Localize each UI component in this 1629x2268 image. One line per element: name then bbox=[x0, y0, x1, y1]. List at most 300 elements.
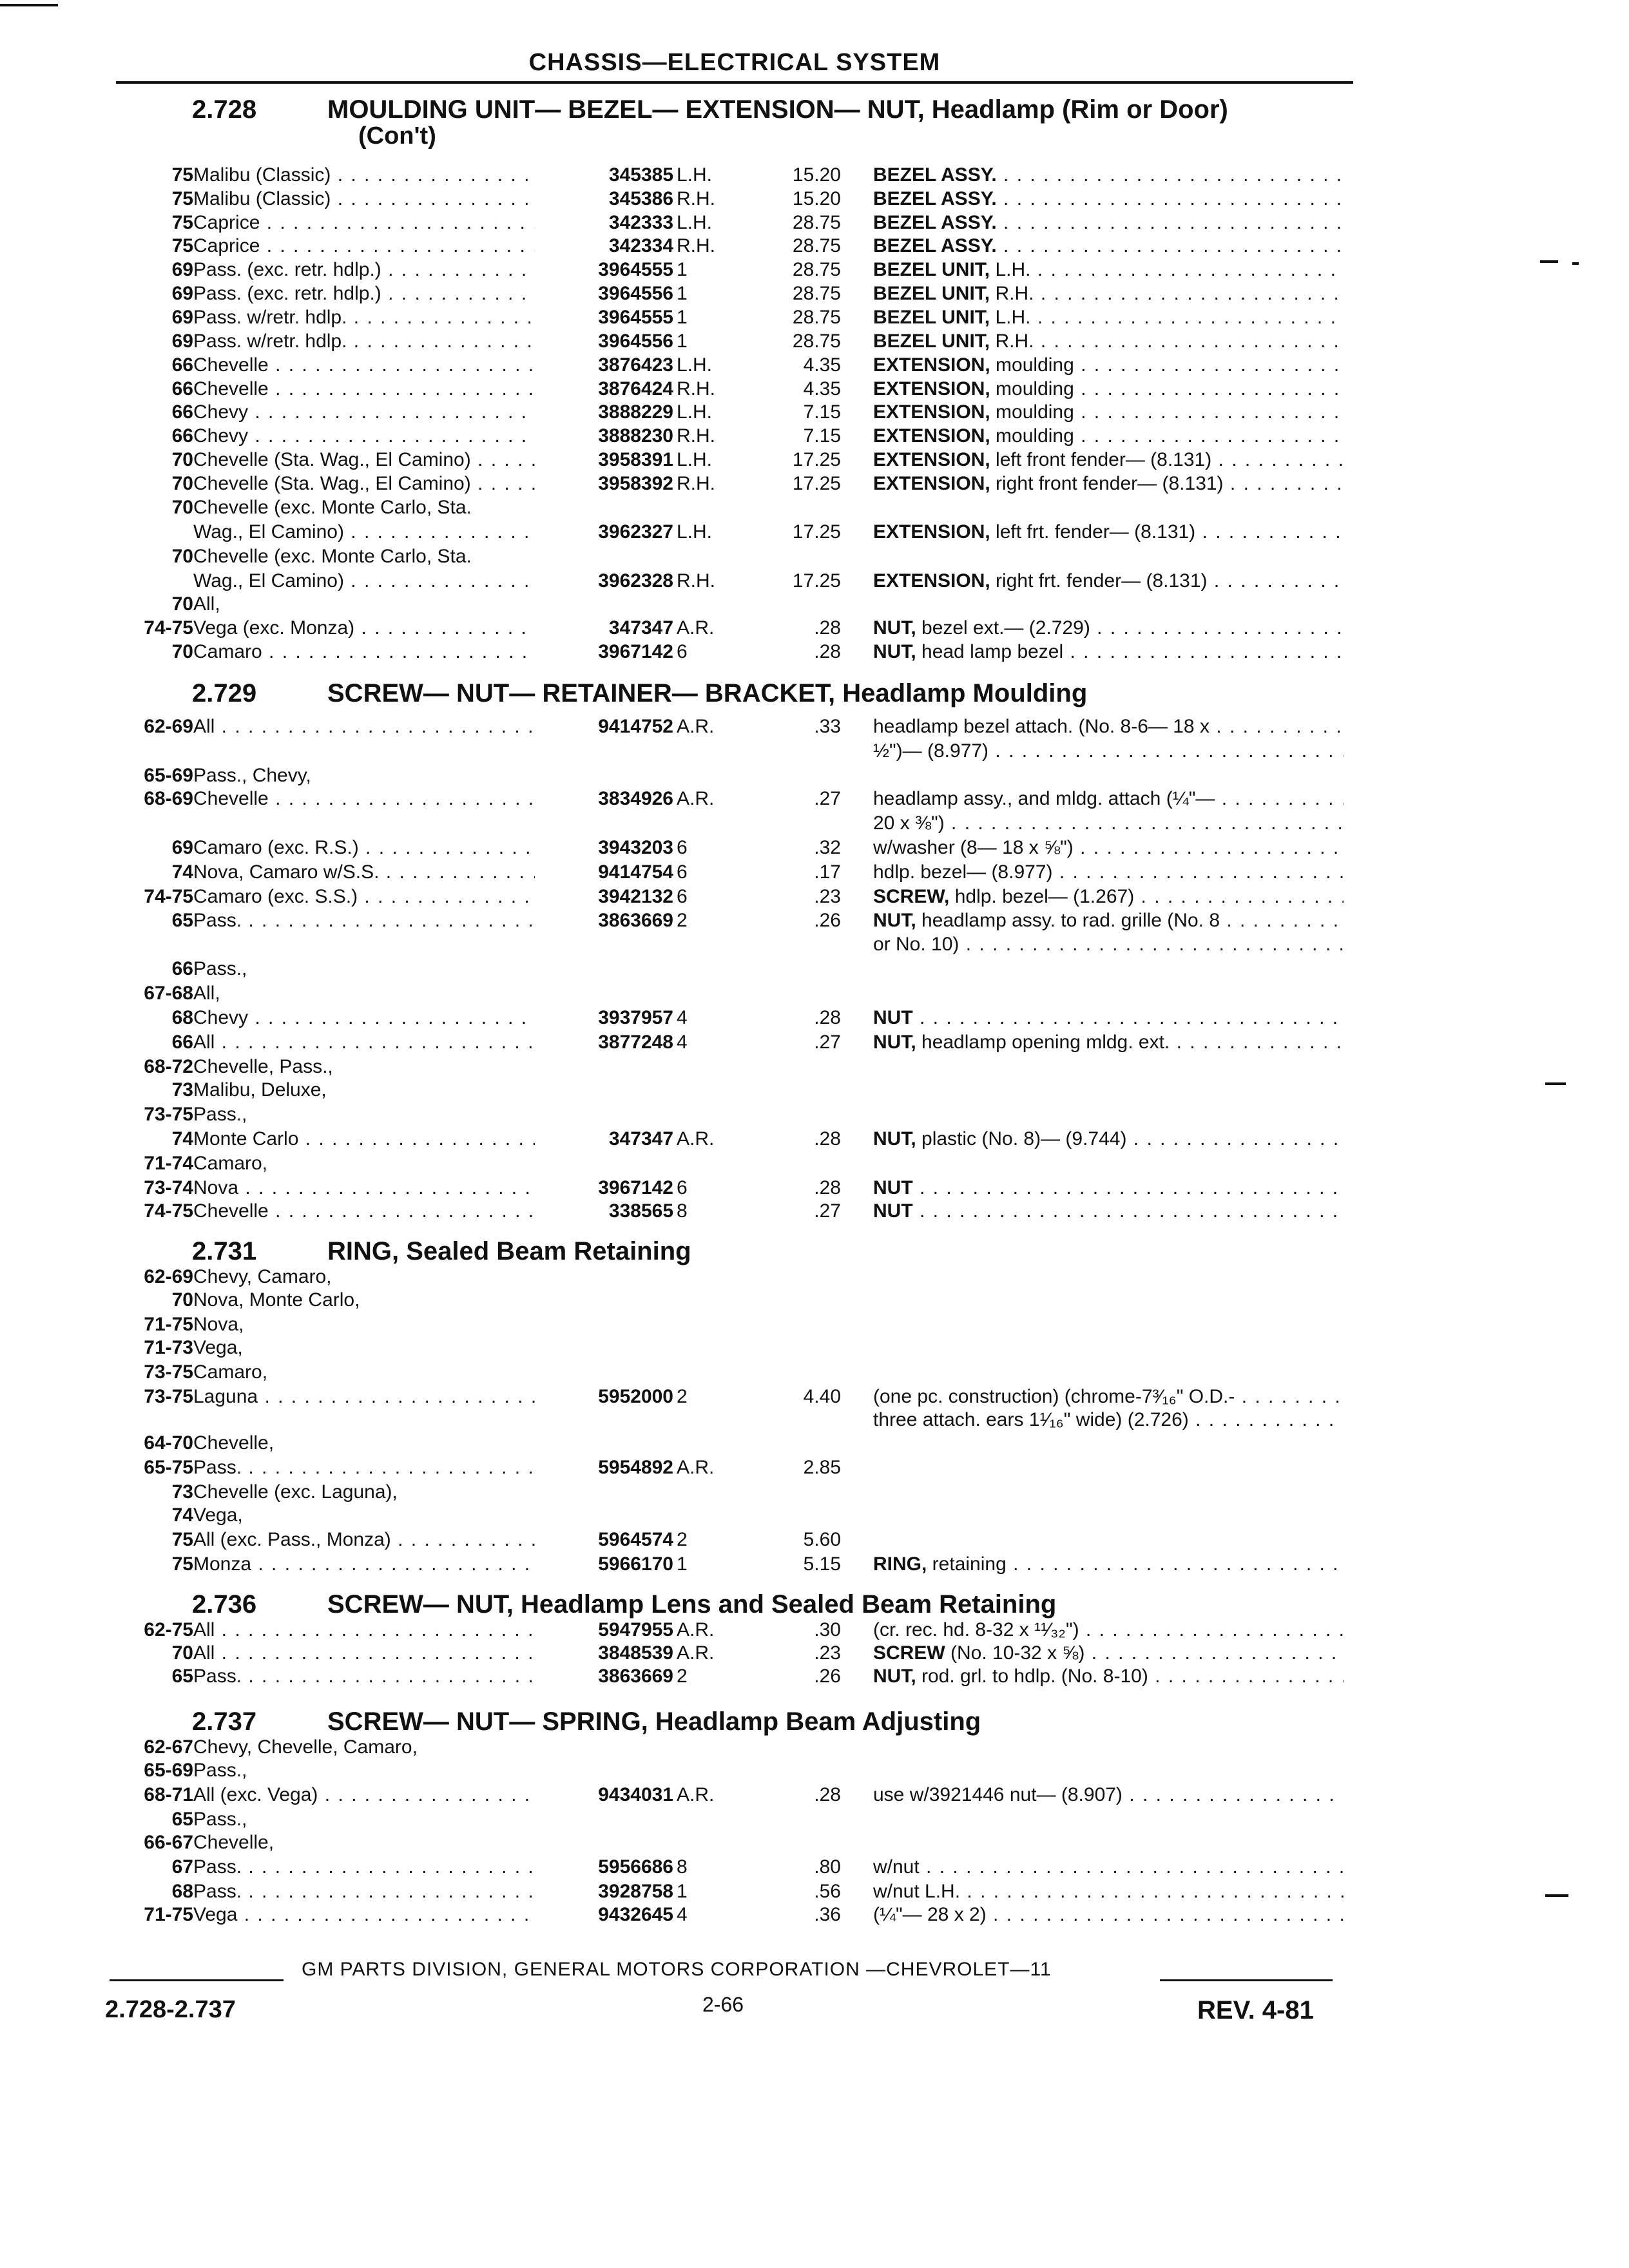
header-rule bbox=[116, 81, 1353, 84]
quantity: 4 bbox=[677, 1904, 688, 1925]
model-year: 65-69 bbox=[144, 765, 193, 786]
table-row bbox=[0, 787, 1629, 811]
price: .28 bbox=[814, 1177, 841, 1198]
description: EXTENSION, moulding . . . bbox=[873, 401, 1344, 424]
table-row bbox=[0, 640, 1629, 664]
part-number: 3964556 bbox=[598, 283, 673, 304]
price: 28.75 bbox=[792, 307, 841, 328]
table-row bbox=[0, 354, 1629, 377]
application: Chevelle . . . bbox=[193, 378, 535, 401]
price: 2.85 bbox=[803, 1457, 841, 1478]
model-year: 66 bbox=[171, 401, 193, 423]
table-row bbox=[0, 1361, 1629, 1384]
table-row bbox=[0, 282, 1629, 305]
quantity: 2 bbox=[677, 1666, 688, 1687]
description: w/nut . . . bbox=[873, 1856, 1344, 1879]
part-number: 3863669 bbox=[598, 910, 673, 931]
part-number: 3888230 bbox=[598, 425, 673, 447]
section-heading bbox=[192, 1707, 981, 1736]
description: three attach. ears 1¹⁄₁₆" wide) (2.726) . . . bbox=[873, 1408, 1344, 1432]
application: Monte Carlo . . . bbox=[193, 1128, 535, 1151]
description: hdlp. bezel— (8.977) . . . bbox=[873, 861, 1344, 884]
section-number: 2.737 bbox=[192, 1707, 257, 1736]
section-number: 2.728 bbox=[192, 95, 257, 124]
quantity: L.H. bbox=[677, 449, 713, 470]
price: .27 bbox=[814, 1200, 841, 1222]
model-year: 62-69 bbox=[144, 1266, 193, 1287]
section-number: 2.729 bbox=[192, 679, 257, 707]
model-year: 65-69 bbox=[144, 1760, 193, 1781]
model-year: 67 bbox=[171, 1856, 193, 1878]
description: EXTENSION, moulding . . . bbox=[873, 354, 1344, 377]
application: Chevelle, bbox=[193, 1432, 275, 1454]
section-title: RING, Sealed Beam Retaining bbox=[327, 1237, 691, 1265]
part-number: 5966170 bbox=[598, 1553, 673, 1575]
description: NUT, rod. grl. to hdlp. (No. 8-10) . . . bbox=[873, 1665, 1344, 1688]
description: NUT, head lamp bezel . . . bbox=[873, 640, 1344, 664]
description: EXTENSION, right frt. fender— (8.131) . . . bbox=[873, 570, 1344, 593]
description: NUT . . . bbox=[873, 1006, 1344, 1030]
quantity: R.H. bbox=[677, 425, 715, 447]
application: Chevy . . . bbox=[193, 1006, 535, 1030]
model-year: 65-75 bbox=[144, 1457, 193, 1478]
price: .33 bbox=[814, 716, 841, 737]
quantity: A.R. bbox=[677, 1457, 715, 1478]
model-year: 66 bbox=[171, 958, 193, 979]
price: .36 bbox=[814, 1904, 841, 1925]
application: Chevy . . . bbox=[193, 425, 535, 448]
model-year: 65 bbox=[171, 1809, 193, 1830]
revision-label: REV. 4-81 bbox=[1197, 1996, 1314, 2024]
quantity: 1 bbox=[677, 331, 688, 352]
part-number: 5952000 bbox=[598, 1386, 673, 1407]
model-year: 62-75 bbox=[144, 1619, 193, 1640]
table-row bbox=[0, 836, 1629, 860]
part-number: 345385 bbox=[608, 164, 673, 186]
quantity: 4 bbox=[677, 1007, 688, 1028]
table-row bbox=[0, 1031, 1629, 1054]
model-year: 68-72 bbox=[144, 1056, 193, 1077]
application: Chevelle . . . bbox=[193, 1200, 535, 1223]
price: 28.75 bbox=[792, 212, 841, 233]
model-year: 70 bbox=[171, 1289, 193, 1311]
quantity: 1 bbox=[677, 307, 688, 328]
application: Pass. . . . bbox=[193, 1856, 535, 1879]
section-title: SCREW— NUT— SPRING, Headlamp Beam Adjusting bbox=[327, 1707, 981, 1736]
application: Chevelle . . . bbox=[193, 354, 535, 377]
table-row bbox=[0, 982, 1629, 1005]
model-year: 62-69 bbox=[144, 716, 193, 737]
application: Chevy, Camaro, bbox=[193, 1266, 332, 1287]
model-year: 70 bbox=[171, 497, 193, 518]
table-row bbox=[0, 1200, 1629, 1223]
part-number: 3863669 bbox=[598, 1666, 673, 1687]
application: Pass. w/retr. hdlp. . . . bbox=[193, 306, 535, 329]
section-heading bbox=[192, 679, 1087, 708]
application: Pass. . . . bbox=[193, 1456, 535, 1479]
table-row bbox=[0, 1528, 1629, 1552]
quantity: 4 bbox=[677, 1032, 688, 1053]
model-year: 74-75 bbox=[144, 617, 193, 639]
quantity: L.H. bbox=[677, 164, 713, 186]
table-row bbox=[0, 1079, 1629, 1102]
quantity: R.H. bbox=[677, 188, 715, 209]
price: 7.15 bbox=[803, 401, 841, 423]
description: NUT, headlamp opening mldg. ext. . . . bbox=[873, 1031, 1344, 1054]
part-number: 3958392 bbox=[598, 473, 673, 494]
application: Wag., El Camino) . . . bbox=[193, 570, 535, 593]
table-row bbox=[0, 306, 1629, 329]
application: Chevelle (exc. Laguna), bbox=[193, 1481, 398, 1503]
table-row bbox=[0, 1456, 1629, 1479]
table-row bbox=[0, 545, 1629, 568]
part-number: 3964555 bbox=[598, 259, 673, 280]
table-row bbox=[0, 211, 1629, 235]
price: 15.20 bbox=[792, 164, 841, 186]
section-continued: (Con't) bbox=[358, 122, 436, 149]
price: 17.25 bbox=[792, 473, 841, 494]
price: 4.35 bbox=[803, 378, 841, 399]
footer-rule-left bbox=[110, 1979, 284, 1981]
model-year: 68-71 bbox=[144, 1784, 193, 1805]
table-row bbox=[0, 740, 1629, 763]
model-year: 74-75 bbox=[144, 886, 193, 907]
description: NUT . . . bbox=[873, 1177, 1344, 1200]
application: Chevelle (exc. Monte Carlo, Sta. bbox=[193, 546, 472, 567]
quantity: A.R. bbox=[677, 1128, 715, 1149]
table-row bbox=[0, 1736, 1629, 1759]
table-row bbox=[0, 521, 1629, 544]
part-number: 342334 bbox=[608, 235, 673, 256]
application: Chevelle . . . bbox=[193, 787, 535, 811]
part-number: 3964555 bbox=[598, 307, 673, 328]
quantity: 6 bbox=[677, 886, 688, 907]
page-number: 2-66 bbox=[702, 1993, 744, 2016]
price: .27 bbox=[814, 788, 841, 809]
model-year: 69 bbox=[171, 259, 193, 280]
quantity: 6 bbox=[677, 861, 688, 883]
description: EXTENSION, left frt. fender— (8.131) . . . bbox=[873, 521, 1344, 544]
quantity: R.H. bbox=[677, 473, 715, 494]
section-title: SCREW— NUT, Headlamp Lens and Sealed Beam Retaining bbox=[327, 1590, 1057, 1619]
quantity: 6 bbox=[677, 641, 688, 662]
table-row bbox=[0, 764, 1629, 787]
price: 15.20 bbox=[792, 188, 841, 209]
description: (one pc. construction) (chrome-7³⁄₁₆" O.D.- . . . bbox=[873, 1385, 1344, 1408]
table-row bbox=[0, 909, 1629, 932]
footer-publisher: GM PARTS DIVISION, GENERAL MOTORS CORPORATION —CHEVROLET—11 bbox=[302, 1959, 1052, 1980]
part-number: 338565 bbox=[608, 1200, 673, 1222]
quantity: L.H. bbox=[677, 521, 713, 543]
application: All . . . bbox=[193, 1642, 535, 1665]
application: Laguna . . . bbox=[193, 1385, 535, 1408]
model-year: 68-69 bbox=[144, 788, 193, 809]
table-row bbox=[0, 1289, 1629, 1312]
description: or No. 10) . . . bbox=[873, 933, 1344, 956]
price: .26 bbox=[814, 1666, 841, 1687]
application: Pass., Chevy, bbox=[193, 765, 311, 786]
quantity: 6 bbox=[677, 1177, 688, 1198]
model-year: 73-75 bbox=[144, 1386, 193, 1407]
price: 4.40 bbox=[803, 1386, 841, 1407]
description: EXTENSION, moulding . . . bbox=[873, 378, 1344, 401]
application: Caprice . . . bbox=[193, 235, 535, 258]
quantity: 6 bbox=[677, 837, 688, 858]
model-year: 73-75 bbox=[144, 1104, 193, 1125]
part-number: 345386 bbox=[608, 188, 673, 209]
price: 17.25 bbox=[792, 570, 841, 591]
quantity: R.H. bbox=[677, 570, 715, 591]
part-number: 5954892 bbox=[598, 1457, 673, 1478]
model-year: 73-75 bbox=[144, 1361, 193, 1383]
application: Nova, Camaro w/S.S. . . . bbox=[193, 861, 535, 884]
application: Vega (exc. Monza) . . . bbox=[193, 617, 535, 640]
application: All . . . bbox=[193, 1619, 535, 1642]
table-row bbox=[0, 1055, 1629, 1079]
description: ½")— (8.977) . . . bbox=[873, 740, 1344, 763]
model-year: 66 bbox=[171, 1032, 193, 1053]
table-row bbox=[0, 235, 1629, 258]
application: Malibu, Deluxe, bbox=[193, 1079, 327, 1100]
part-number: 3876423 bbox=[598, 354, 673, 376]
model-year: 75 bbox=[171, 212, 193, 233]
part-number: 3876424 bbox=[598, 378, 673, 399]
description: EXTENSION, left front fender— (8.131) . . . bbox=[873, 448, 1344, 472]
table-row bbox=[0, 1665, 1629, 1688]
margin-mark bbox=[1540, 260, 1558, 263]
quantity: A.R. bbox=[677, 617, 715, 639]
application: Chevy, Chevelle, Camaro, bbox=[193, 1736, 418, 1758]
table-row bbox=[0, 812, 1629, 835]
application: Camaro, bbox=[193, 1361, 268, 1383]
model-year: 73 bbox=[171, 1481, 193, 1503]
model-year: 66 bbox=[171, 425, 193, 447]
model-year: 70 bbox=[171, 593, 193, 615]
description: SCREW, hdlp. bezel— (1.267) . . . bbox=[873, 885, 1344, 908]
application: All . . . bbox=[193, 1031, 535, 1054]
part-number: 3942132 bbox=[598, 886, 673, 907]
table-row bbox=[0, 258, 1629, 282]
price: .80 bbox=[814, 1856, 841, 1878]
table-row bbox=[0, 1408, 1629, 1432]
table-row bbox=[0, 1783, 1629, 1807]
table-row bbox=[0, 1759, 1629, 1782]
model-year: 69 bbox=[171, 283, 193, 304]
description: NUT, plastic (No. 8)— (9.744) . . . bbox=[873, 1128, 1344, 1151]
application: Wag., El Camino) . . . bbox=[193, 521, 535, 544]
table-row bbox=[0, 164, 1629, 187]
table-row bbox=[0, 1808, 1629, 1831]
section-number: 2.736 bbox=[192, 1590, 257, 1619]
model-year: 75 bbox=[171, 188, 193, 209]
price: .30 bbox=[814, 1619, 841, 1640]
model-year: 69 bbox=[171, 307, 193, 328]
description: BEZEL UNIT, L.H. . . . bbox=[873, 306, 1344, 329]
application: All, bbox=[193, 593, 220, 615]
quantity: A.R. bbox=[677, 1619, 715, 1640]
price: 28.75 bbox=[792, 235, 841, 256]
price: 4.35 bbox=[803, 354, 841, 376]
price: .26 bbox=[814, 910, 841, 931]
model-year: 66 bbox=[171, 354, 193, 376]
application: Chevy . . . bbox=[193, 401, 535, 424]
table-row bbox=[0, 1553, 1629, 1576]
table-row bbox=[0, 1006, 1629, 1030]
description: headlamp bezel attach. (No. 8-6— 18 x . . . bbox=[873, 715, 1344, 738]
footer-rule-right bbox=[1160, 1979, 1333, 1981]
price: .28 bbox=[814, 641, 841, 662]
application: Pass. (exc. retr. hdlp.) . . . bbox=[193, 258, 535, 282]
margin-mark bbox=[1545, 1894, 1568, 1897]
part-number: 5964574 bbox=[598, 1529, 673, 1550]
table-row bbox=[0, 617, 1629, 640]
part-number: 3962327 bbox=[598, 521, 673, 543]
table-row bbox=[0, 861, 1629, 884]
table-row bbox=[0, 1880, 1629, 1903]
quantity: A.R. bbox=[677, 788, 715, 809]
page-header-title: CHASSIS—ELECTRICAL SYSTEM bbox=[528, 49, 941, 76]
table-row bbox=[0, 1831, 1629, 1854]
quantity: A.R. bbox=[677, 1642, 715, 1664]
model-year: 74 bbox=[171, 1504, 193, 1526]
description: NUT . . . bbox=[873, 1200, 1344, 1223]
quantity: 1 bbox=[677, 283, 688, 304]
part-number: 342333 bbox=[608, 212, 673, 233]
quantity: A.R. bbox=[677, 716, 715, 737]
price: .23 bbox=[814, 886, 841, 907]
table-row bbox=[0, 1432, 1629, 1455]
table-row bbox=[0, 1903, 1629, 1927]
price: .23 bbox=[814, 1642, 841, 1664]
description: EXTENSION, right front fender— (8.131) . . . bbox=[873, 472, 1344, 495]
price: 5.15 bbox=[803, 1553, 841, 1575]
table-row bbox=[0, 1856, 1629, 1879]
application: Caprice . . . bbox=[193, 211, 535, 235]
description: BEZEL UNIT, R.H. . . . bbox=[873, 282, 1344, 305]
description: headlamp assy., and mldg. attach (¼"— . . . bbox=[873, 787, 1344, 811]
section-heading bbox=[192, 1237, 691, 1266]
table-row bbox=[0, 593, 1629, 616]
application: Camaro . . . bbox=[193, 640, 535, 664]
price: 28.75 bbox=[792, 331, 841, 352]
description: BEZEL UNIT, R.H. . . . bbox=[873, 330, 1344, 353]
table-row bbox=[0, 1642, 1629, 1665]
price: .28 bbox=[814, 617, 841, 639]
application: Pass. w/retr. hdlp. . . . bbox=[193, 330, 535, 353]
price: .28 bbox=[814, 1784, 841, 1805]
application: Pass. . . . bbox=[193, 1880, 535, 1903]
footer-section-range: 2.728-2.737 bbox=[105, 1996, 236, 2023]
model-year: 73-74 bbox=[144, 1177, 193, 1198]
application: Chevelle (exc. Monte Carlo, Sta. bbox=[193, 497, 472, 518]
section-heading bbox=[192, 1590, 1056, 1619]
part-number: 9434031 bbox=[598, 1784, 673, 1805]
table-row bbox=[0, 1481, 1629, 1504]
price: .28 bbox=[814, 1128, 841, 1149]
application: All, bbox=[193, 983, 220, 1004]
model-year: 65 bbox=[171, 910, 193, 931]
application: Vega . . . bbox=[193, 1903, 535, 1927]
part-number: 3962328 bbox=[598, 570, 673, 591]
part-number: 9414752 bbox=[598, 716, 673, 737]
model-year: 70 bbox=[171, 449, 193, 470]
model-year: 75 bbox=[171, 1529, 193, 1550]
quantity: L.H. bbox=[677, 212, 713, 233]
model-year: 65 bbox=[171, 1666, 193, 1687]
application: Pass., bbox=[193, 958, 247, 979]
model-year: 71-75 bbox=[144, 1904, 193, 1925]
part-number: 3958391 bbox=[598, 449, 673, 470]
table-row bbox=[0, 187, 1629, 211]
quantity: 1 bbox=[677, 1881, 688, 1902]
part-number: 3834926 bbox=[598, 788, 673, 809]
corner-mark bbox=[0, 4, 58, 6]
quantity: 1 bbox=[677, 1553, 688, 1575]
application: Nova, Monte Carlo, bbox=[193, 1289, 360, 1311]
model-year: 73 bbox=[171, 1079, 193, 1100]
description: NUT, bezel ext.— (2.729) . . . bbox=[873, 617, 1344, 640]
part-number: 3888229 bbox=[598, 401, 673, 423]
description: RING, retaining . . . bbox=[873, 1553, 1344, 1576]
table-row bbox=[0, 1177, 1629, 1200]
table-row bbox=[0, 1265, 1629, 1289]
table-row bbox=[0, 1336, 1629, 1360]
description: BEZEL ASSY. . . . bbox=[873, 187, 1344, 211]
application: Malibu (Classic) . . . bbox=[193, 187, 535, 211]
application: Chevelle, bbox=[193, 1832, 275, 1853]
model-year: 70 bbox=[171, 1642, 193, 1664]
part-number: 3937957 bbox=[598, 1007, 673, 1028]
table-row bbox=[0, 885, 1629, 908]
application: All . . . bbox=[193, 715, 535, 738]
price: .27 bbox=[814, 1032, 841, 1053]
model-year: 67-68 bbox=[144, 983, 193, 1004]
price: .28 bbox=[814, 1007, 841, 1028]
margin-mark bbox=[1545, 1082, 1566, 1085]
section-title: SCREW— NUT— RETAINER— BRACKET, Headlamp Moulding bbox=[327, 679, 1088, 707]
application: All (exc. Vega) . . . bbox=[193, 1783, 535, 1807]
part-number: 5956686 bbox=[598, 1856, 673, 1878]
quantity: 2 bbox=[677, 1386, 688, 1407]
table-row bbox=[0, 715, 1629, 738]
model-year: 75 bbox=[171, 235, 193, 256]
table-row bbox=[0, 1128, 1629, 1151]
price: 7.15 bbox=[803, 425, 841, 447]
price: .17 bbox=[814, 861, 841, 883]
model-year: 71-73 bbox=[144, 1337, 193, 1358]
part-number: 347347 bbox=[608, 1128, 673, 1149]
table-row bbox=[0, 401, 1629, 424]
quantity: 8 bbox=[677, 1856, 688, 1878]
quantity: 2 bbox=[677, 910, 688, 931]
description: NUT, headlamp assy. to rad. grille (No. 8 . . . bbox=[873, 909, 1344, 932]
description: BEZEL ASSY. . . . bbox=[873, 164, 1344, 187]
description: w/washer (8— 18 x ⅝") . . . bbox=[873, 836, 1344, 860]
description: (cr. rec. hd. 8-32 x ¹¹⁄₃₂") . . . bbox=[873, 1619, 1344, 1642]
application: Camaro, bbox=[193, 1153, 268, 1174]
application: Chevelle, Pass., bbox=[193, 1056, 333, 1077]
price: 28.75 bbox=[792, 259, 841, 280]
part-number: 3943203 bbox=[598, 837, 673, 858]
description: use w/3921446 nut— (8.907) . . . bbox=[873, 1783, 1344, 1807]
price: 5.60 bbox=[803, 1529, 841, 1550]
section-number: 2.731 bbox=[192, 1237, 257, 1265]
model-year: 66-67 bbox=[144, 1832, 193, 1853]
application: Nova . . . bbox=[193, 1177, 535, 1200]
model-year: 68 bbox=[171, 1881, 193, 1902]
application: Camaro (exc. S.S.) . . . bbox=[193, 885, 535, 908]
model-year: 75 bbox=[171, 1553, 193, 1575]
